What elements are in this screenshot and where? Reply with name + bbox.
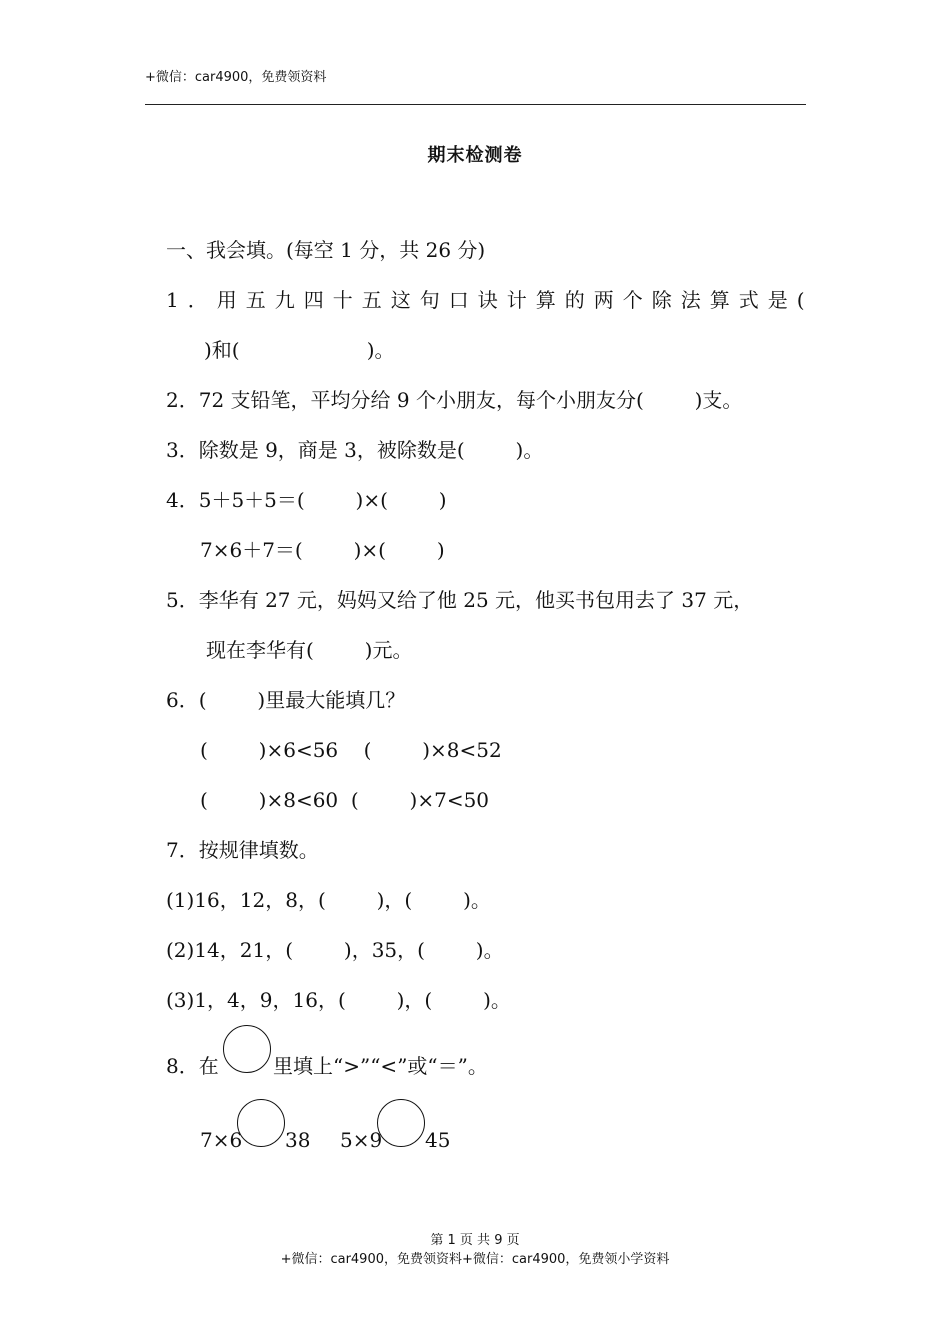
footer-note: +微信：car4900，免费领资料+微信：car4900，免费领小学资料 xyxy=(280,1252,670,1267)
compare-circle-icon xyxy=(223,1025,271,1073)
header-divider xyxy=(145,104,806,105)
header-note: +微信：car4900，免费领资料 xyxy=(145,70,327,85)
q8-expression-1-right: 38 xyxy=(285,1128,311,1152)
question-7-sequence-1: (1)16，12，8，( )，( )。 xyxy=(166,888,491,912)
question-4-line-1: 4．5＋5＋5＝( )×( ) xyxy=(166,488,447,512)
question-2: 2．72 支铅笔，平均分给 9 个小朋友，每个小朋友分( )支。 xyxy=(166,388,743,412)
question-1-line-1: 1．用五九四十五这句口诀计算的两个除法算式是( xyxy=(166,288,814,312)
question-5-line-1: 5．李华有 27 元，妈妈又给了他 25 元，他买书包用去了 37 元， xyxy=(166,588,754,612)
answer-circle-1[interactable] xyxy=(237,1099,285,1147)
page-number: 第 1 页 共 9 页 xyxy=(430,1233,520,1248)
question-6-line-1: 6．( )里最大能填几？ xyxy=(166,688,406,712)
q8-expression-2-left: 5×9 xyxy=(340,1128,383,1152)
question-6-line-3: ( )×8<60 ( )×7<50 xyxy=(200,788,490,812)
question-4-line-2: 7×6＋7＝( )×( ) xyxy=(200,538,445,562)
question-7-heading: 7．按规律填数。 xyxy=(166,838,319,862)
question-5-line-2: 现在李华有( )元。 xyxy=(206,638,413,662)
page-title: 期末检测卷 xyxy=(427,145,523,166)
question-8-suffix: 里填上“>”“<”或“＝”。 xyxy=(273,1054,488,1078)
question-7-sequence-2: (2)14，21，( )，35，( )。 xyxy=(166,938,504,962)
question-3: 3．除数是 9，商是 3，被除数是( )。 xyxy=(166,438,544,462)
q8-expression-2-right: 45 xyxy=(425,1128,451,1152)
q8-expression-1-left: 7×6 xyxy=(200,1128,243,1152)
question-1-line-2: )和( )。 xyxy=(204,338,395,362)
question-6-line-2: ( )×6<56 ( )×8<52 xyxy=(200,738,502,762)
question-7-sequence-3: (3)1，4，9，16，( )，( )。 xyxy=(166,988,511,1012)
question-8-prefix: 8．在 xyxy=(166,1054,219,1078)
section-heading: 一、我会填。(每空 1 分，共 26 分) xyxy=(166,238,486,262)
answer-circle-2[interactable] xyxy=(377,1099,425,1147)
